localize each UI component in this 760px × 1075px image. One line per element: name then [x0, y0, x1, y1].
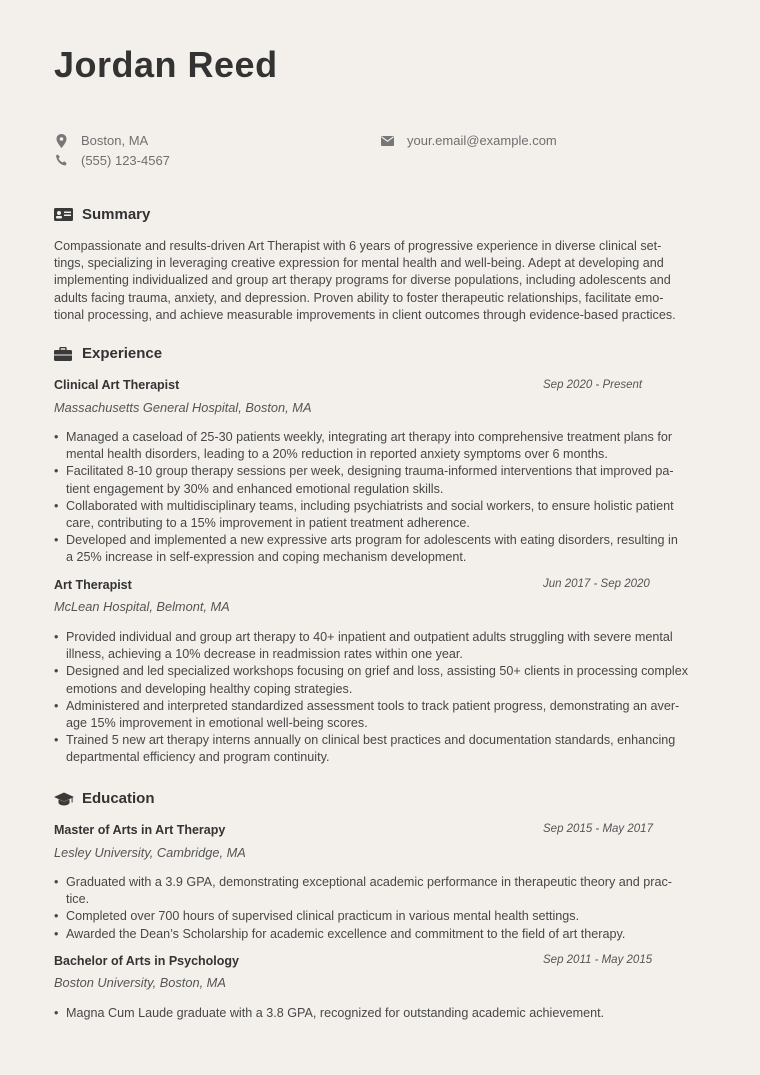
phone-icon: [54, 154, 68, 168]
summary-line: implementing individualized and group art therapy programs for diverse populations, including adolescents and: [54, 273, 671, 288]
education-heading-text: Education: [82, 790, 155, 807]
summary-line: Compassionate and results-driven Art Therapist with 6 years of progressive experience in diverse clinical set-: [54, 239, 662, 253]
job-date: Sep 2020 - Present: [543, 379, 643, 391]
contact-email: [380, 133, 557, 148]
graduation-cap-icon: [54, 791, 74, 807]
bullet-item: • Developed and implemented a new expressive arts program for adolescents with eating disorders, resulting in a 25% increase in self-expression and coping mechanism development.: [54, 532, 706, 566]
job-organization: McLean Hospital, Belmont, MA: [54, 599, 230, 614]
experience-heading-text: Experience: [82, 345, 163, 362]
degree-date: Sep 2011 - May 2015: [543, 954, 653, 966]
education-heading: [54, 790, 155, 807]
job-bullets: [54, 429, 706, 567]
bullet-item: • Collaborated with multidisciplinary teams, including psychiatrists and social workers, to ensure holistic patient care, contributing to a 15% improvement in patient treatment adherence.: [54, 498, 706, 532]
degree-title: Master of Arts in Art Therapy: [54, 823, 226, 837]
degree-bullets: [54, 874, 706, 943]
envelope-icon: [380, 134, 394, 148]
summary-heading: [54, 206, 150, 223]
bullet-item: • Graduated with a 3.9 GPA, demonstrating exceptional academic performance in therapeutic theory and prac- tice.: [54, 874, 706, 908]
degree-institution: Boston University, Boston, MA: [54, 975, 226, 990]
summary-line: adults facing trauma, anxiety, and depression. Proven ability to foster therapeutic relationships, facilitate emo-: [54, 290, 664, 305]
id-card-icon: [54, 207, 74, 223]
bullet-item: • Managed a caseload of 25-30 patients weekly, integrating art therapy into comprehensive treatment plans for mental health disorders, leading to a 20% reduction in reported anxiety symptoms over 6 months.: [54, 429, 706, 463]
bullet-item: • Facilitated 8-10 group therapy sessions per week, designing trauma-informed interventions that improved pa- tient engagement by 30% and enhanced emotional regulation skills.: [54, 463, 706, 497]
briefcase-icon: [54, 346, 74, 362]
map-pin-icon: [54, 134, 68, 148]
bullet-item: • Trained 5 new art therapy interns annually on clinical best practices and documentation standards, enhancing departmental efficiency and program continuity.: [54, 732, 706, 766]
candidate-name: Jordan Reed: [54, 44, 278, 85]
job-bullets: [54, 629, 706, 767]
degree-institution: Lesley University, Cambridge, MA: [54, 845, 246, 860]
contact-phone: [54, 153, 170, 168]
summary-heading-text: Summary: [82, 206, 151, 223]
degree-date: Sep 2015 - May 2017: [543, 823, 653, 835]
summary-line: tional processing, and achieve measurable improvements in client outcomes through evidence-based practices.: [54, 307, 676, 322]
phone-text[interactable]: (555) 123-4567: [81, 153, 170, 168]
bullet-item: • Awarded the Dean’s Scholarship for academic excellence and commitment to the field of art therapy.: [54, 926, 706, 943]
degree-bullets: [54, 1005, 706, 1022]
location-text: Boston, MA: [81, 133, 149, 148]
bullet-item: • Designed and led specialized workshops focusing on grief and loss, assisting 50+ clients in processing complex emotions and developing healthy coping strategies.: [54, 663, 706, 697]
bullet-item: • Provided individual and group art therapy to 40+ inpatient and outpatient adults struggling with severe mental illness, achieving a 10% decrease in readmission rates within one year.: [54, 629, 706, 663]
degree-title: Bachelor of Arts in Psychology: [54, 954, 239, 968]
email-text[interactable]: your.email@example.com: [407, 133, 557, 148]
job-organization: Massachusetts General Hospital, Boston, MA: [54, 400, 312, 415]
experience-heading: [54, 345, 162, 362]
contact-location: [54, 133, 148, 148]
bullet-item: • Administered and interpreted standardized assessment tools to track patient progress, demonstrating an aver- age 15% improvement in emotional well-being scores.: [54, 698, 706, 732]
job-title: Clinical Art Therapist: [54, 378, 180, 392]
summary-line: tings, specializing in leveraging creative expression for mental health and well-being. Adept at developing and: [54, 256, 664, 271]
job-date: Jun 2017 - Sep 2020: [543, 578, 650, 590]
summary-text: [54, 238, 702, 324]
bullet-item: • Completed over 700 hours of supervised clinical practicum in various mental health settings.: [54, 908, 706, 925]
bullet-item: • Magna Cum Laude graduate with a 3.8 GPA, recognized for outstanding academic achievement.: [54, 1005, 706, 1022]
job-title: Art Therapist: [54, 578, 132, 592]
